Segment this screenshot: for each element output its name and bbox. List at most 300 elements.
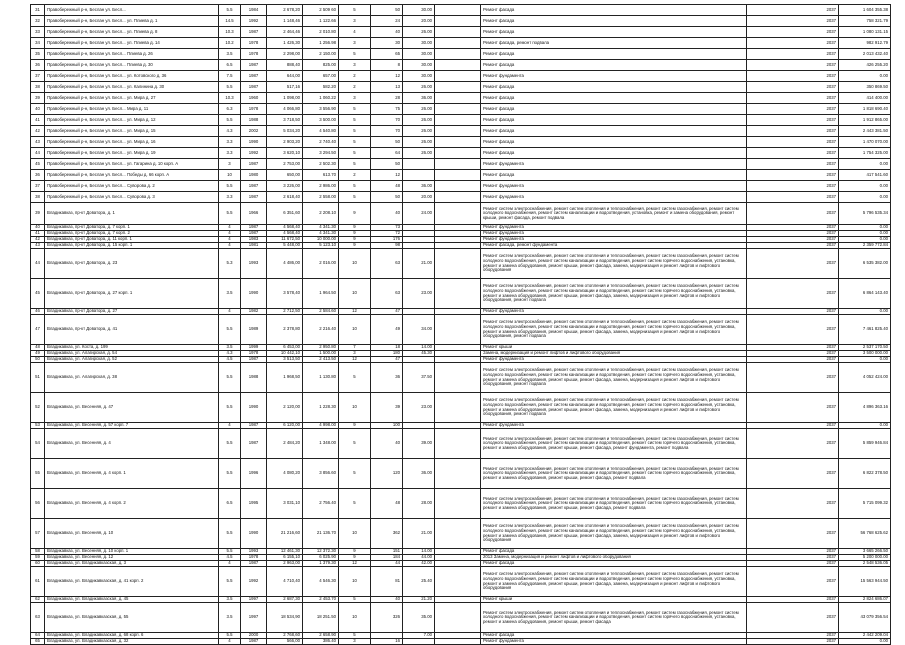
cell-f: 25.40 xyxy=(403,567,435,597)
cell-sum: 2 442 209.04 xyxy=(839,633,891,639)
cell-empty xyxy=(435,115,481,126)
cell-empty xyxy=(435,60,481,71)
cell-a: 4.3 xyxy=(219,351,241,357)
cell-n: 44 xyxy=(31,148,45,159)
cell-e: 50 xyxy=(371,5,403,16)
cell-f xyxy=(403,170,435,181)
table-row xyxy=(31,170,891,181)
table-row xyxy=(31,38,891,49)
cell-e: 13 xyxy=(371,82,403,93)
cell-n: 45 xyxy=(31,279,45,309)
cell-c: 1 122.66 xyxy=(303,16,339,27)
cell-addr: Владикавказ, пр-кт Доватора, д. 11 корп. 1 xyxy=(45,237,219,243)
cell-n: 41 xyxy=(31,115,45,126)
cell-a: 5.5 xyxy=(219,5,241,16)
cell-yw: 2037 xyxy=(747,231,839,237)
cell-a: 5.5 xyxy=(219,115,241,126)
cell-d: 10 xyxy=(339,279,371,309)
cell-sum: 1 912 865.00 xyxy=(839,115,891,126)
cell-e: 50 xyxy=(371,192,403,203)
cell-d: 10 xyxy=(339,315,371,345)
cell-sum: 6 864 143.40 xyxy=(839,279,891,309)
cell-c: 1 256.98 xyxy=(303,38,339,49)
cell-c: 2 216.40 xyxy=(303,315,339,345)
cell-empty xyxy=(435,279,481,309)
cell-e: 184 xyxy=(371,555,403,561)
cell-a: 4 xyxy=(219,237,241,243)
cell-f: 30.00 xyxy=(403,49,435,60)
cell-work: 2013 Замена, модернизация и ремонт лифтов и лифтового оборудования xyxy=(481,555,747,561)
cell-yr: 2002 xyxy=(241,126,267,137)
cell-addr: Правобережный р-н, Беслан ул. Бесл... ул. Мира д. 19 xyxy=(45,148,219,159)
cell-yr: 1978 xyxy=(241,351,267,357)
cell-d: 2 xyxy=(339,71,371,82)
cell-n: 35 xyxy=(31,49,45,60)
cell-addr: Правобережный р-н, Беслан ул. Бесл... ул. Мира д. 15 xyxy=(45,126,219,137)
cell-b: 21 216,60 xyxy=(267,519,303,549)
cell-yw: 2037 xyxy=(747,393,839,423)
cell-addr: Владикавказ, ул. Владикавказская, д. 68 корп. 6 xyxy=(45,633,219,639)
cell-f: 36.00 xyxy=(403,459,435,489)
cell-work: Ремонт систем электроснабжения, ремонт систем отопления и теплоснабжения, ремонт систем газоснабжения, ремонт систем холодного водоснабжения, ремонт систем канализации и водоотведения, установка, ремонт и замена оборудования, ремонт крыши, ремонт фасада, ремонт подвала xyxy=(481,203,747,225)
cell-sum: 15 563 944.50 xyxy=(839,567,891,597)
cell-e: 120 xyxy=(371,459,403,489)
cell-c: 613.70 xyxy=(303,170,339,181)
cell-empty xyxy=(435,459,481,489)
cell-yw: 2037 xyxy=(747,561,839,567)
cell-a: 3.5 xyxy=(219,597,241,603)
cell-b: 4 710,40 xyxy=(267,567,303,597)
cell-yr: 1996 xyxy=(241,459,267,489)
cell-sum: 0.00 xyxy=(839,71,891,82)
cell-work: Ремонт фасада, ремонт подвала xyxy=(481,38,747,49)
cell-a: 4 xyxy=(219,225,241,231)
cell-sum: 350 869.50 xyxy=(839,82,891,93)
cell-addr: Владикавказ, ул. Алагирская, д. 38 xyxy=(45,363,219,393)
cell-empty xyxy=(435,27,481,38)
cell-b: 11 672,50 xyxy=(267,237,303,243)
cell-yr: 1981 xyxy=(241,243,267,249)
cell-e: 326 xyxy=(371,603,403,633)
cell-c: 2 509 60 xyxy=(303,5,339,16)
cell-a: 5.5 xyxy=(219,519,241,549)
cell-sum: 4 896 363.16 xyxy=(839,393,891,423)
cell-n: 59 xyxy=(31,555,45,561)
cell-yw: 2037 xyxy=(747,363,839,393)
cell-a: 4 xyxy=(219,561,241,567)
cell-c: 10 000.00 xyxy=(303,237,339,243)
cell-c: 18 251.50 xyxy=(303,603,339,633)
cell-work: Ремонт фасада xyxy=(481,5,747,16)
cell-n: 43 xyxy=(31,243,45,249)
cell-a: 5.5 xyxy=(219,203,241,225)
cell-c: 5 123.10 xyxy=(303,243,339,249)
cell-e: 30 xyxy=(371,38,403,49)
cell-d: 10 xyxy=(339,249,371,279)
cell-b: 6 453,00 xyxy=(267,345,303,351)
cell-empty xyxy=(435,104,481,115)
cell-d: 5 xyxy=(339,49,371,60)
cell-addr: Правобережный р-н, Беслан ул. Бесл... Плиева д. 26 xyxy=(45,49,219,60)
cell-d: 5 xyxy=(339,633,371,639)
cell-b: 3 513,50 xyxy=(267,357,303,363)
cell-addr: Владикавказ, пр-кт Доватора, д. 7 корп. 2 xyxy=(45,231,219,237)
cell-e: 63 xyxy=(371,249,403,279)
cell-a: 3.5 xyxy=(219,603,241,633)
cell-a: 10.2 xyxy=(219,38,241,49)
cell-c: 2 016.00 xyxy=(303,249,339,279)
cell-yr: 1987 xyxy=(241,357,267,363)
cell-d: 12 xyxy=(339,357,371,363)
cell-sum: 5 200 000.00 xyxy=(839,555,891,561)
cell-sum: 0.00 xyxy=(839,639,891,645)
cell-n: 42 xyxy=(31,237,45,243)
cell-work: Ремонт фасада xyxy=(481,126,747,137)
cell-addr: Правобережный р-н, Беслан ул. Бесл... ул. Мира д. 16 xyxy=(45,137,219,148)
cell-b: 566,00 xyxy=(267,639,303,645)
cell-yw: 2037 xyxy=(747,170,839,181)
cell-d: 3 xyxy=(339,38,371,49)
cell-c: 2 658.90 xyxy=(303,633,339,639)
table-row xyxy=(31,16,891,27)
cell-yr: 1978 xyxy=(241,104,267,115)
cell-f: 14.00 xyxy=(403,345,435,351)
cell-sum: 5 715 099.32 xyxy=(839,489,891,519)
table-row xyxy=(31,27,891,38)
cell-sum: 0.00 xyxy=(839,181,891,192)
cell-b: 5 034,20 xyxy=(267,126,303,137)
cell-empty xyxy=(435,148,481,159)
cell-d: 10 xyxy=(339,393,371,423)
cell-empty xyxy=(435,393,481,423)
cell-yr: 1987 xyxy=(241,181,267,192)
cell-n: 32 xyxy=(31,16,45,27)
cell-empty xyxy=(435,181,481,192)
cell-yr: 1987 xyxy=(241,82,267,93)
cell-work: Ремонт фасада xyxy=(481,49,747,60)
cell-b: 2 378,80 xyxy=(267,315,303,345)
table-row xyxy=(31,104,891,115)
cell-f: 26.00 xyxy=(403,126,435,137)
table-row xyxy=(31,249,891,279)
cell-a: 3.3 xyxy=(219,137,241,148)
table-row xyxy=(31,363,891,393)
cell-a: 4.3 xyxy=(219,126,241,137)
cell-yw: 2037 xyxy=(747,489,839,519)
cell-c: 2 950.80 xyxy=(303,345,339,351)
cell-a: 5.5 xyxy=(219,181,241,192)
cell-addr: Владикавказ, ул. Владикавказская, д. 45 xyxy=(45,597,219,603)
cell-yr: 1978 xyxy=(241,38,267,49)
cell-n: 53 xyxy=(31,423,45,429)
cell-n: 39 xyxy=(31,203,45,225)
cell-work: Ремонт фасада xyxy=(481,633,747,639)
cell-f: 26.00 xyxy=(403,27,435,38)
cell-c: 2 150.00 xyxy=(303,49,339,60)
repair-program-table xyxy=(30,4,891,645)
cell-d: 9 xyxy=(339,203,371,225)
cell-f: 7.00 xyxy=(403,633,435,639)
cell-addr: Правобережный р-н, Беслан ул. Бесл... Суворова д. 2 xyxy=(45,181,219,192)
cell-c: 12 372.30 xyxy=(303,549,339,555)
cell-yr: 1992 xyxy=(241,16,267,27)
cell-yr: 1993 xyxy=(241,249,267,279)
cell-d: 9 xyxy=(339,549,371,555)
cell-b: 2 464,46 xyxy=(267,27,303,38)
cell-yr: 1987 xyxy=(241,192,267,203)
cell-d: 5 xyxy=(339,363,371,393)
cell-n: 56 xyxy=(31,489,45,519)
cell-sum: 2 359 772.84 xyxy=(839,243,891,249)
cell-f: 30.00 xyxy=(403,71,435,82)
cell-f: 23.00 xyxy=(403,393,435,423)
cell-empty xyxy=(435,82,481,93)
cell-addr: Правобережный р-н, Беслан ул. Бесл... ул. Плиева д. 1 xyxy=(45,16,219,27)
cell-yw: 2037 xyxy=(747,104,839,115)
cell-b: 3 718,50 xyxy=(267,115,303,126)
cell-d: 9 xyxy=(339,225,371,231)
cell-work: Ремонт систем электроснабжения, ремонт систем отопления и теплоснабжения, ремонт систем газоснабжения, ремонт систем холодного водоснабжения, ремонт систем канализации и водоотведения, ремонт систем горячего водоснабжения, установка, ремонт и замена оборудования, ремонт крыши, ремонт фасада, ремонт фундамента, ремонт подвала xyxy=(481,429,747,459)
cell-e: 39 xyxy=(371,393,403,423)
cell-f: 26.00 xyxy=(403,115,435,126)
cell-b: 6 351,60 xyxy=(267,203,303,225)
cell-yw: 2037 xyxy=(747,115,839,126)
cell-work: Ремонт систем электроснабжения, ремонт систем отопления и теплоснабжения, ремонт систем газоснабжения, ремонт систем холодного водоснабжения, ремонт систем канализации и водоотведения, ремонт систем горячего водоснабжения, установка, ремонт и замена оборудования, ремонт крыши, ремонт фасада, замена, модернизация и ремонт лифтов и лифтового оборудования, ремонт подвала xyxy=(481,279,747,309)
cell-work: Ремонт систем электроснабжения, ремонт систем отопления и теплоснабжения, ремонт систем газоснабжения, ремонт систем холодного водоснабжения, ремонт систем канализации и водоотведения, ремонт систем горячего водоснабжения, установка, ремонт и замена оборудования, ремонт крыши, ремонт фасада, замена, модернизация и ремонт лифтов и лифтового оборудования xyxy=(481,249,747,279)
cell-f: 21.00 xyxy=(403,519,435,549)
cell-c: 2 208.10 xyxy=(303,203,339,225)
cell-sum: 426 255.20 xyxy=(839,60,891,71)
cell-c: 2 502.30 xyxy=(303,159,339,170)
cell-yr: 1999 xyxy=(241,345,267,351)
cell-work: Ремонт фундамента xyxy=(481,192,747,203)
table-row xyxy=(31,203,891,225)
cell-sum: 982 912.79 xyxy=(839,38,891,49)
cell-c: 2 986.00 xyxy=(303,181,339,192)
cell-c: 6 025.90 xyxy=(303,555,339,561)
cell-empty xyxy=(435,203,481,225)
cell-a: 5.3 xyxy=(219,249,241,279)
cell-a: 4 xyxy=(219,639,241,645)
cell-yw: 2037 xyxy=(747,71,839,82)
cell-f: 28.00 xyxy=(403,489,435,519)
cell-yw: 2037 xyxy=(747,137,839,148)
cell-work: Ремонт фундамента xyxy=(481,423,747,429)
cell-work: Ремонт систем электроснабжения, ремонт систем отопления и теплоснабжения, ремонт систем газоснабжения, ремонт систем холодного водоснабжения, ремонт систем канализации и водоотведения, ремонт систем горячего водоснабжения, установка, ремонт и замена оборудования, ремонт крыши, ремонт фасада, замена, модернизация и ремонт лифтов и лифтового оборудования, ремонт подвала xyxy=(481,393,747,423)
cell-yw: 2037 xyxy=(747,225,839,231)
cell-e: 50 xyxy=(371,159,403,170)
cell-work: Ремонт систем электроснабжения, ремонт систем отопления и теплоснабжения, ремонт систем газоснабжения, ремонт систем холодного водоснабжения, ремонт систем канализации и водоотведения, ремонт систем горячего водоснабжения, установка, ремонт и замена оборудования, ремонт крыши, ремонт фасада, замена, модернизация и ремонт лифтов и лифтового оборудования xyxy=(481,567,747,597)
cell-d: 5 xyxy=(339,192,371,203)
cell-e: 65 xyxy=(371,49,403,60)
table-row xyxy=(31,567,891,597)
cell-n: 33 xyxy=(31,27,45,38)
table-row xyxy=(31,49,891,60)
cell-yr: 1997 xyxy=(241,597,267,603)
cell-b: 3 620,10 xyxy=(267,148,303,159)
cell-c: 582.20 xyxy=(303,82,339,93)
cell-n: 65 xyxy=(31,639,45,645)
cell-b: 2 484,20 xyxy=(267,429,303,459)
cell-n: 40 xyxy=(31,225,45,231)
cell-a: 4 xyxy=(219,423,241,429)
cell-sum: 3 500 000.00 xyxy=(839,351,891,357)
cell-work: Ремонт систем электроснабжения, ремонт систем отопления и теплоснабжения, ремонт систем газоснабжения, ремонт систем холодного водоснабжения, ремонт систем канализации и водоотведения, ремонт систем горячего водоснабжения, установка, ремонт и замена оборудования, ремонт крыши, ремонт фасада, замена, модернизация и ремонт лифтов и лифтового оборудования, ремонт подвала xyxy=(481,315,747,345)
cell-f: 36.00 xyxy=(403,181,435,192)
cell-d: 3 xyxy=(339,60,371,71)
cell-empty xyxy=(435,126,481,137)
cell-e: 64 xyxy=(371,148,403,159)
cell-e: 47 xyxy=(371,309,403,315)
cell-yw: 2037 xyxy=(747,315,839,345)
cell-yr: 1992 xyxy=(241,567,267,597)
table-row xyxy=(31,137,891,148)
cell-c: 4 341.30 xyxy=(303,225,339,231)
cell-a: 5.5 xyxy=(219,549,241,555)
cell-n: 54 xyxy=(31,429,45,459)
cell-work: Ремонт фасада xyxy=(481,27,747,38)
cell-empty xyxy=(435,5,481,16)
cell-yr: 1987 xyxy=(241,159,267,170)
cell-f: 37.50 xyxy=(403,363,435,393)
cell-d: 5 xyxy=(339,489,371,519)
cell-b: 2 903,20 xyxy=(267,137,303,148)
cell-f: 30.00 xyxy=(403,60,435,71)
cell-yr: 1987 xyxy=(241,231,267,237)
cell-c: 2 756.40 xyxy=(303,489,339,519)
cell-yr: 1990 xyxy=(241,393,267,423)
cell-a: 3.5 xyxy=(219,49,241,60)
cell-e: 50 xyxy=(371,137,403,148)
cell-work: Ремонт фасада xyxy=(481,561,747,567)
table-row xyxy=(31,192,891,203)
cell-f: 39.00 xyxy=(403,429,435,459)
cell-sum: 1 818 690.40 xyxy=(839,104,891,115)
cell-b: 6 155,10 xyxy=(267,555,303,561)
cell-a: 6.5 xyxy=(219,489,241,519)
cell-e: 63 xyxy=(371,279,403,309)
table-row xyxy=(31,429,891,459)
cell-work: Ремонт фундамента xyxy=(481,639,747,645)
table-row xyxy=(31,603,891,633)
cell-yw: 2037 xyxy=(747,351,839,357)
cell-sum: 1 754 325.00 xyxy=(839,148,891,159)
cell-sum: 0.00 xyxy=(839,237,891,243)
cell-a: 10 xyxy=(219,170,241,181)
cell-b: 2 712,50 xyxy=(267,309,303,315)
cell-yr: 2000 xyxy=(241,633,267,639)
cell-yr: 1987 xyxy=(241,423,267,429)
cell-yr: 1966 xyxy=(241,203,267,225)
cell-c: 2 558.00 xyxy=(303,192,339,203)
cell-b: 4 066,80 xyxy=(267,104,303,115)
cell-a: 5.5 xyxy=(219,393,241,423)
cell-e: 48 xyxy=(371,181,403,192)
cell-b: 2 753,00 xyxy=(267,159,303,170)
cell-e: 176 xyxy=(371,237,403,243)
cell-n: 47 xyxy=(31,315,45,345)
cell-c: 2 584.60 xyxy=(303,309,339,315)
table-row xyxy=(31,639,891,645)
cell-f: 26.00 xyxy=(403,104,435,115)
cell-d: 7 xyxy=(339,345,371,351)
cell-yr: 1987 xyxy=(241,561,267,567)
cell-yw: 2037 xyxy=(747,597,839,603)
cell-work: Ремонт систем электроснабжения, ремонт систем отопления и теплоснабжения, ремонт систем газоснабжения, ремонт систем холодного водоснабжения, ремонт систем канализации и водоотведения, ремонт систем горячего водоснабжения, установка, ремонт и замена оборудования, ремонт крыши, ремонт фасада, ремонт подвала xyxy=(481,489,747,519)
table-row xyxy=(31,60,891,71)
cell-d: 3 xyxy=(339,93,371,104)
cell-yr: 1984 xyxy=(241,5,267,16)
cell-sum: 43 079 356.54 xyxy=(839,603,891,633)
cell-a: 5.5 xyxy=(219,459,241,489)
cell-addr: Правобережный р-н, Беслан ул. Бесл... ул. Мира д. 27 xyxy=(45,93,219,104)
cell-e: 40 xyxy=(371,27,403,38)
cell-n: 38 xyxy=(31,82,45,93)
cell-yw: 2037 xyxy=(747,429,839,459)
cell-n: 62 xyxy=(31,597,45,603)
cell-b: 4 568,40 xyxy=(267,231,303,237)
cell-f: 21.20 xyxy=(403,597,435,603)
cell-e: 72 xyxy=(371,231,403,237)
cell-addr: Владикавказ, ул. Владикавказская, д. 3 xyxy=(45,561,219,567)
cell-d: 5 xyxy=(339,137,371,148)
cell-empty xyxy=(435,519,481,549)
cell-c: 3 556.90 xyxy=(303,104,339,115)
cell-f: 26.00 xyxy=(403,82,435,93)
cell-yr: 1997 xyxy=(241,603,267,633)
cell-b: 2 120,00 xyxy=(267,393,303,423)
cell-b: 1 426,30 xyxy=(267,38,303,49)
cell-sum: 414 400.00 xyxy=(839,93,891,104)
cell-e: 12 xyxy=(371,71,403,82)
cell-n: 45 xyxy=(31,159,45,170)
cell-sum: 4 052 424.00 xyxy=(839,363,891,393)
cell-a: 5.5 xyxy=(219,82,241,93)
cell-a: 4 xyxy=(219,231,241,237)
cell-f: 44.00 xyxy=(403,555,435,561)
cell-yw: 2037 xyxy=(747,603,839,633)
cell-b: 10 442,10 xyxy=(267,351,303,357)
cell-sum: 1 470 070.00 xyxy=(839,137,891,148)
cell-e: 8 xyxy=(371,60,403,71)
cell-yr: 1987 xyxy=(241,60,267,71)
cell-d: 9 xyxy=(339,231,371,237)
cell-f: 21.00 xyxy=(403,249,435,279)
cell-b: 4 486,00 xyxy=(267,249,303,279)
cell-yr: 1987 xyxy=(241,225,267,231)
cell-e: 151 xyxy=(371,549,403,555)
cell-a: 4.5 xyxy=(219,555,241,561)
cell-e: 81 xyxy=(371,567,403,597)
cell-d: 5 xyxy=(339,5,371,16)
cell-addr: Владикавказ, ул. Коста, д. 199 xyxy=(45,345,219,351)
cell-b: 18 534,90 xyxy=(267,603,303,633)
cell-a: 7.5 xyxy=(219,71,241,82)
cell-e: 49 xyxy=(371,315,403,345)
cell-c: 21 136.70 xyxy=(303,519,339,549)
cell-sum: 5 859 946.84 xyxy=(839,429,891,459)
cell-work: Ремонт систем электроснабжения, ремонт систем отопления и теплоснабжения, ремонт систем газоснабжения, ремонт систем холодного водоснабжения, ремонт систем канализации и водоотведения, ремонт систем горячего водоснабжения, установка, ремонт и замена оборудования, ремонт крыши, ремонт фасада, замена, модернизация и ремонт лифтов и лифтового оборудования, ремонт подвала xyxy=(481,363,747,393)
cell-yw: 2037 xyxy=(747,639,839,645)
cell-yw: 2037 xyxy=(747,279,839,309)
cell-yr: 1978 xyxy=(241,49,267,60)
cell-e: 44 xyxy=(371,561,403,567)
cell-yw: 2037 xyxy=(747,423,839,429)
cell-sum: 2 548 536.05 xyxy=(839,561,891,567)
cell-yw: 2037 xyxy=(747,249,839,279)
cell-yr: 1978 xyxy=(241,555,267,561)
cell-d: 3 xyxy=(339,351,371,357)
